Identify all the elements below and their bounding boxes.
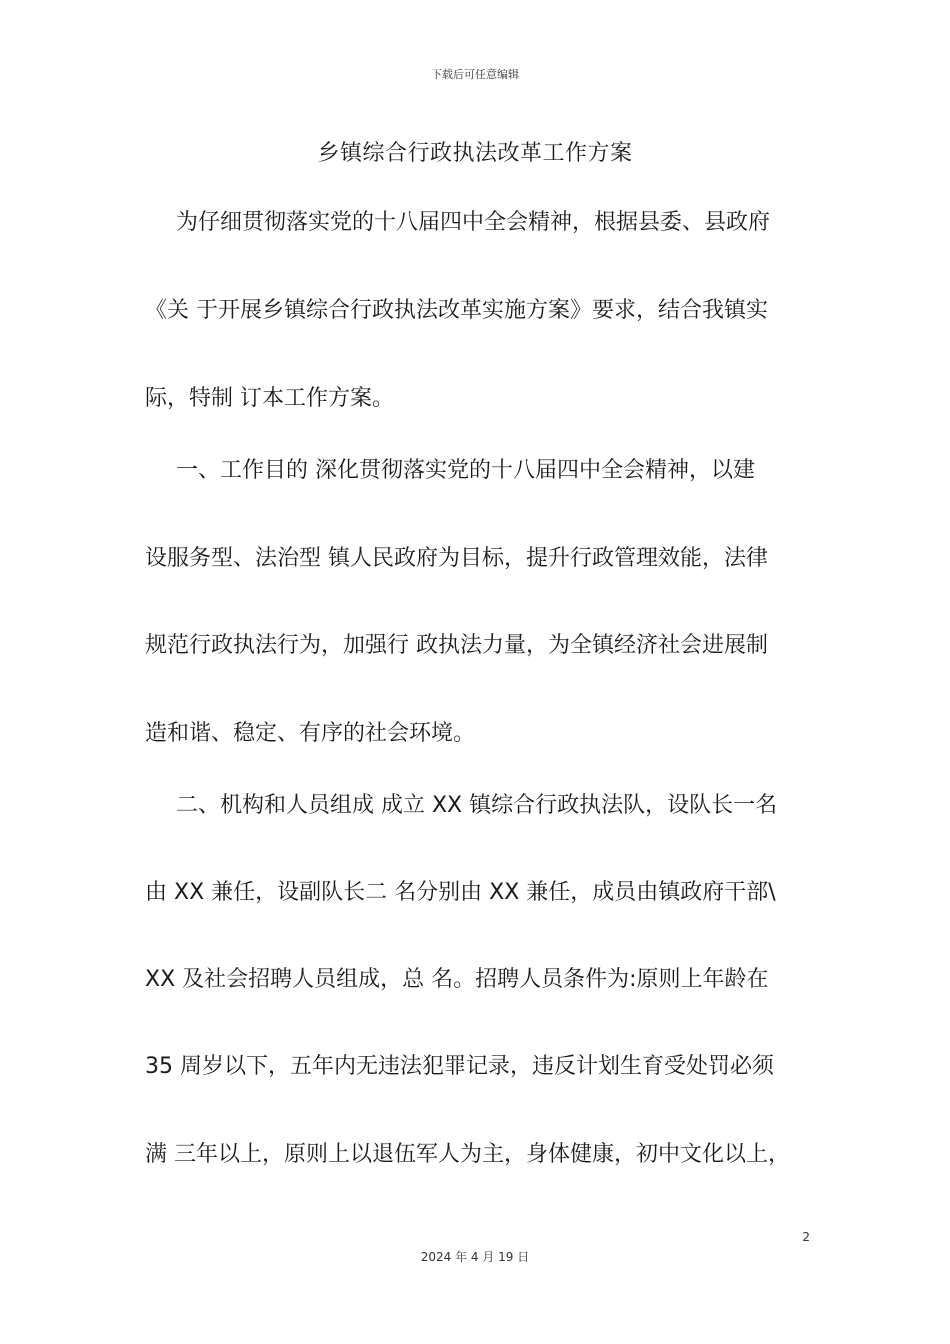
- body-line: 规范行政执法行为，加强行 政执法力量，为全镇经济社会进展制: [145, 633, 768, 658]
- body-line: 为仔细贯彻落实党的十八届四中全会精神，根据县委、县政府: [176, 210, 771, 235]
- header-note: 下载后可任意编辑: [431, 68, 519, 81]
- body-line: 设服务型、法治型 镇人民政府为目标，提升行政管理效能，法律: [145, 546, 768, 571]
- body-line: 造和谐、稳定、有序的社会环境。: [145, 721, 476, 746]
- page-number: 2: [802, 1230, 810, 1244]
- body-line: 一、工作目的 深化贯彻落实党的十八届四中全会精神，以建: [176, 458, 755, 483]
- body-line: 35 周岁以下，五年内无违法犯罪记录，违反计划生育受处罚必须: [145, 1054, 774, 1079]
- body-line: XX 及社会招聘人员组成，总 名。招聘人员条件为:原则上年龄在: [145, 967, 769, 992]
- body-line: 《关 于开展乡镇综合行政执法改革实施方案》要求，结合我镇实: [145, 298, 768, 323]
- document-title: 乡镇综合行政执法改革工作方案: [317, 141, 633, 166]
- body-line: 际，特制 订本工作方案。: [145, 386, 394, 411]
- body-line: 满 三年以上，原则上以退伍军人为主，身体健康，初中文化以上，: [145, 1142, 790, 1167]
- body-line: 由 XX 兼任，设副队长二 名分别由 XX 兼任，成员由镇政府干部\: [145, 880, 776, 905]
- footer-date: 2024 年 4 月 19 日: [420, 1250, 530, 1264]
- body-line: 二、机构和人员组成 成立 XX 镇综合行政执法队，设队长一名: [176, 793, 778, 818]
